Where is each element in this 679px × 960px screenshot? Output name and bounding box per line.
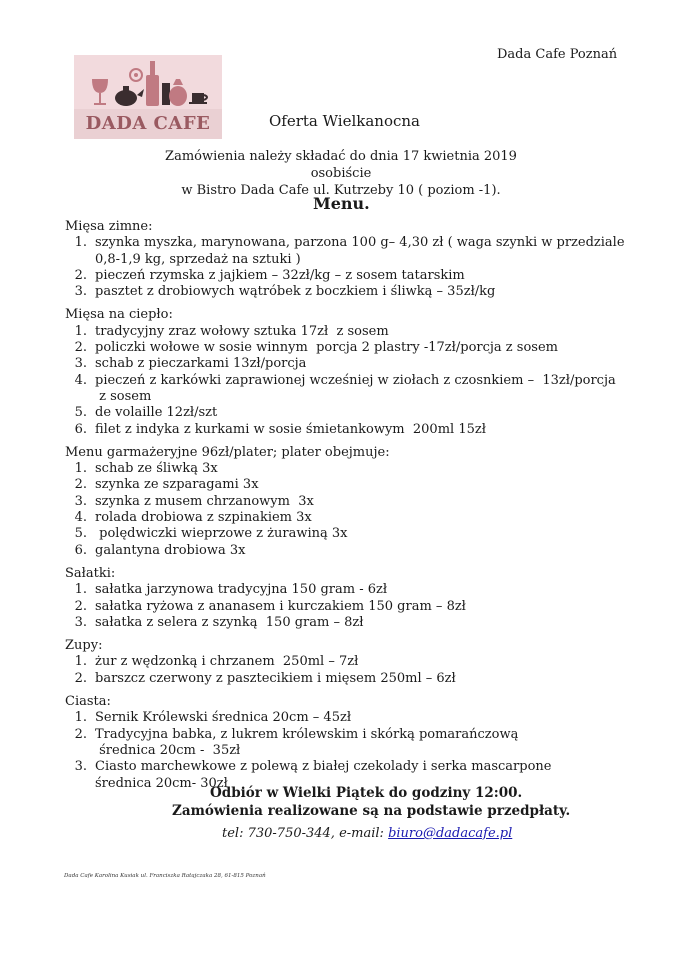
dada-cafe-logo (74, 55, 222, 139)
menu-item-line: szynka myszka, marynowana, parzona 100 g– 4,30 zł ( waga szynki w przedziale (95, 235, 625, 251)
menu-item-line: policzki wołowe w sosie winnym porcja 2 plastry -17zł/porcja z sosem (95, 340, 558, 356)
menu-item (65, 654, 625, 670)
menu-section (65, 694, 625, 792)
menu-item-number: 3. (74, 614, 87, 630)
menu-item-list (65, 461, 625, 559)
menu-item-number: 6. (74, 421, 87, 437)
menu-item-line: szynka z musem chrzanowym 3x (95, 493, 314, 509)
menu-item-line: pieczeń rzymska z jajkiem – 32zł/kg – z sosem tatarskim (95, 267, 465, 283)
menu-item-number: 2. (74, 340, 87, 356)
menu-item-list (65, 235, 625, 300)
menu-item (65, 268, 625, 284)
section-title: Sałatki: (65, 565, 116, 581)
menu-item-number: 5. (74, 405, 87, 421)
menu-item-number: 2. (74, 267, 87, 283)
menu-item (65, 615, 625, 631)
company-name: Dada Cafe Poznań (497, 47, 618, 62)
menu-item-line: średnica 20cm- 30zł (95, 775, 228, 791)
menu-item (65, 727, 625, 760)
menu-item (65, 461, 625, 477)
offer-title: Oferta Wielkanocna (269, 112, 420, 130)
menu-item (65, 422, 625, 438)
menu-item-text (95, 654, 625, 670)
menu-item-text (95, 727, 625, 760)
menu-item-text (95, 373, 625, 406)
footer-address: Dada Cafe Karolina Kusiak ul. Franciszka Ratajczaka 28, 61-815 Poznań (64, 873, 266, 879)
menu-sections (65, 219, 625, 799)
email-link[interactable]: biuro@dadacafe.pl (388, 826, 513, 841)
menu-item-text (95, 284, 625, 300)
section-title: Ciasta: (65, 694, 111, 710)
menu-item-text (95, 526, 625, 542)
menu-item-list (65, 654, 625, 687)
menu-item-text (95, 543, 625, 559)
menu-item (65, 405, 625, 421)
menu-item-line: pieczeń z karkówki zaprawionej wcześniej w ziołach z czosnkiem – 13zł/porcja (95, 372, 616, 388)
menu-item-number: 2. (74, 598, 87, 614)
menu-item-text (95, 671, 625, 687)
menu-item-line: 0,8-1,9 kg, sprzedaż na sztuki ) (95, 251, 301, 267)
menu-item-line: tradycyjny zraz wołowy sztuka 17zł z sosem (95, 323, 389, 339)
menu-item-text (95, 356, 625, 372)
menu-item-number: 1. (74, 710, 87, 726)
menu-item-line: rolada drobiowa z szpinakiem 3x (95, 510, 312, 526)
menu-item-text (95, 599, 625, 615)
menu-item-number: 2. (74, 477, 87, 493)
menu-item-line: de volaille 12zł/szt (95, 405, 218, 421)
menu-item (65, 582, 625, 598)
payment-notice: Zamówienia realizowane są na podstawie przedpłaty. (172, 803, 571, 819)
menu-item-number: 1. (74, 654, 87, 670)
menu-item-line: polędwiczki wieprzowe z żurawiną 3x (95, 526, 348, 542)
menu-item (65, 356, 625, 372)
pickup-notice: Odbiór w Wielki Piątek do godziny 12:00. (210, 785, 523, 801)
menu-item-number: 2. (74, 726, 87, 742)
menu-item-line: żur z wędzonką i chrzanem 250ml – 7zł (95, 654, 359, 670)
menu-item-line: galantyna drobiowa 3x (95, 542, 246, 558)
menu-item-text (95, 422, 625, 438)
menu-item-list (65, 324, 625, 438)
menu-item (65, 510, 625, 526)
menu-item (65, 235, 625, 268)
menu-title: Menu. (313, 194, 370, 213)
menu-item (65, 477, 625, 493)
menu-item-line: szynka ze szparagami 3x (95, 477, 259, 493)
menu-item-number: 2. (74, 670, 87, 686)
menu-item-number: 1. (74, 323, 87, 339)
menu-item-line: schab ze śliwką 3x (95, 461, 218, 477)
menu-item-text (95, 405, 625, 421)
menu-item-number: 3. (74, 759, 87, 775)
menu-item (65, 340, 625, 356)
menu-item-number: 4. (74, 372, 87, 388)
order-info-line-1: Zamówienia należy składać do dnia 17 kwietnia 2019 osobiście (165, 149, 517, 181)
menu-item-line: Tradycyjna babka, z lukrem królewskim i skórką pomarańczową (95, 726, 519, 742)
menu-item-number: 1. (74, 582, 87, 598)
menu-item-text (95, 324, 625, 340)
menu-item-list (65, 582, 625, 631)
menu-item-number: 3. (74, 356, 87, 372)
menu-item (65, 373, 625, 406)
menu-section (65, 638, 625, 687)
menu-item-text (95, 494, 625, 510)
menu-item-line: z sosem (95, 388, 152, 404)
menu-item-text (95, 615, 625, 631)
menu-item (65, 284, 625, 300)
menu-item-text (95, 461, 625, 477)
section-title: Mięsa zimne: (65, 219, 153, 234)
menu-item-number: 1. (74, 235, 87, 251)
menu-item-text (95, 268, 625, 284)
order-info-line-2: w Bistro Dada Cafe ul. Kutrzeby 10 ( poziom -1). (181, 183, 501, 198)
menu-item-line: Ciasto marchewkowe z polewą z białej czekolady i serka mascarpone (95, 759, 552, 775)
menu-item-number: 6. (74, 542, 87, 558)
menu-item-number: 5. (74, 526, 87, 542)
menu-section (65, 307, 625, 437)
menu-item (65, 543, 625, 559)
menu-item-line: pasztet z drobiowych wątróbek z boczkiem i śliwką – 35zł/kg (95, 284, 496, 300)
menu-item-number: 3. (74, 284, 87, 300)
menu-item (65, 710, 625, 726)
menu-item-line: filet z indyka z kurkami w sosie śmietankowym 200ml 15zł (95, 421, 486, 437)
menu-item-list (65, 710, 625, 791)
section-title: Zupy: (65, 638, 103, 654)
menu-item-text (95, 340, 625, 356)
order-info (146, 148, 536, 199)
menu-item-number: 1. (74, 461, 87, 477)
menu-item-line: sałatka jarzynowa tradycyjna 150 gram - 6zł (95, 582, 388, 598)
menu-item-text (95, 510, 625, 526)
menu-item-text (95, 235, 625, 268)
menu-item-line: sałatka z selera z szynką 150 gram – 8zł (95, 614, 364, 630)
menu-item-line: średnica 20cm - 35zł (95, 742, 241, 758)
contact-line (222, 826, 512, 841)
menu-item-line: schab z pieczarkami 13zł/porcja (95, 356, 307, 372)
menu-item (65, 671, 625, 687)
menu-section (65, 566, 625, 631)
logo-text: DADA CAFE (85, 113, 211, 134)
menu-item-number: 4. (74, 510, 87, 526)
section-title: Menu garmażeryjne 96zł/plater; plater obejmuje: (65, 444, 390, 460)
menu-item (65, 526, 625, 542)
menu-item-line: sałatka ryżowa z ananasem i kurczakiem 150 gram – 8zł (95, 598, 466, 614)
menu-item-line: barszcz czerwony z pasztecikiem i mięsem 250ml – 6zł (95, 670, 456, 686)
menu-item-text (95, 582, 625, 598)
menu-item (65, 494, 625, 510)
menu-section (65, 445, 625, 559)
section-title: Mięsa na ciepło: (65, 307, 173, 323)
menu-item-number: 3. (74, 493, 87, 509)
menu-item-text (95, 477, 625, 493)
menu-item-line: Sernik Królewski średnica 20cm – 45zł (95, 710, 352, 726)
menu-section (65, 219, 625, 300)
menu-item (65, 599, 625, 615)
contact-phone: tel: 730-750-344, e-mail: (222, 826, 389, 841)
menu-item (65, 324, 625, 340)
menu-item-text (95, 710, 625, 726)
